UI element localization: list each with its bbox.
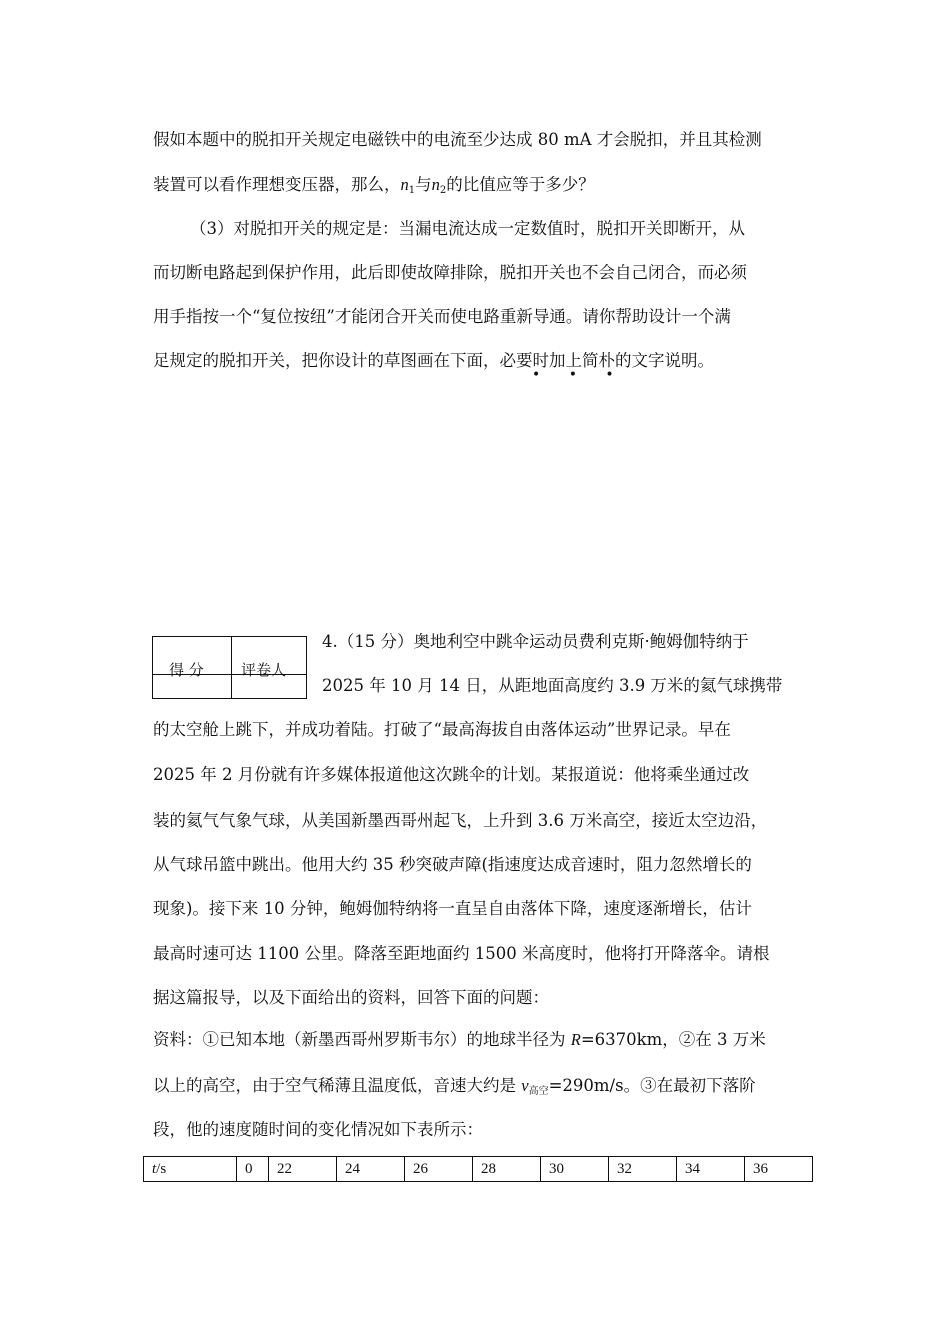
text-line: 用手指按一个“复位按纽”才能闭合开关而使电路重新导通。请你帮助设计一个满: [153, 307, 731, 326]
n1-subscript: 1: [408, 185, 416, 196]
n2-subscript: 2: [439, 185, 447, 196]
question-4-line: 装的氦气气象气球，从美国新墨西哥州起飞，上升到 3.6 万米高空，接近太空边沿，: [153, 811, 768, 830]
text-fragment: =6370km，②在 3 万米: [580, 1030, 766, 1049]
emphasis-dots: • • •: [532, 367, 626, 383]
time-unit: /s: [156, 1160, 167, 1177]
table-cell: 30: [541, 1157, 609, 1182]
text-fragment: =290m/s。③在最初下落阶: [548, 1076, 756, 1095]
material-line: [153, 1030, 766, 1050]
text-fragment: 装置可以看作理想变压器，那么，: [153, 175, 401, 194]
text-line: （3）对脱扣开关的规定是：当漏电流达成一定数值时，脱扣开关即断开，从: [190, 219, 745, 238]
table-cell: 24: [337, 1157, 405, 1182]
text-fragment: 资料：①已知本地（新墨西哥州罗斯韦尔）的地球半径为: [153, 1030, 571, 1049]
text-fragment: 与: [415, 175, 432, 194]
question-4-line: 最高时速可达 1100 公里。降落至距地面约 1500 米高度时，他将打开降落伞。请根: [153, 944, 770, 963]
question-4-line: 从气球吊篮中跳出。他用大约 35 秒突破声障(指速度达成音速时，阻力忽然增长的: [153, 855, 752, 874]
table-header-cell: [144, 1157, 237, 1182]
time-symbol: t: [152, 1160, 157, 1177]
material-line: 段，他的速度随时间的变化情况如下表所示：: [153, 1120, 483, 1139]
question-4-line: 现象)。接下来 10 分钟，鲍姆伽特纳将一直呈自由落体下降，速度逐渐增长，估计: [153, 899, 752, 918]
text-line: 而切断电路起到保护作用，此后即使故障排除，脱扣开关也不会自己闭合，而必须: [153, 263, 747, 282]
question-4-line: 的太空舱上跳下，并成功着陆。打破了“最高海拔自由落体运动”世界记录。早在: [153, 720, 731, 739]
text-line: 假如本题中的脱扣开关规定电磁铁中的电流至少达成 80 mA 才会脱扣，并且其检测: [153, 130, 762, 149]
question-4-line: 2025 年 10 月 14 日，从距地面高度约 3.9 万米的氦气球携带: [322, 676, 783, 695]
score-label: 得 分: [169, 661, 204, 679]
text-fragment: 的比值应等于多少？: [446, 175, 595, 194]
velocity-symbol: v: [521, 1076, 529, 1095]
n2-symbol: n: [431, 175, 440, 194]
text-line: [153, 175, 595, 201]
table-cell: 28: [473, 1157, 541, 1182]
table-cell: 34: [677, 1157, 745, 1182]
n1-symbol: n: [400, 175, 409, 194]
question-4-line: 4.（15 分）奥地利空中跳伞运动员费利克斯·鲍姆伽特纳于: [322, 632, 749, 651]
table-cell: 0: [237, 1157, 269, 1182]
score-box: [152, 636, 307, 699]
material-line: [153, 1076, 756, 1102]
velocity-table: [143, 1156, 813, 1182]
grader-label: 评卷人: [241, 661, 287, 679]
question-4-line: 2025 年 2 月份就有许多媒体报道他这次跳伞的计划。某报道说：他将乘坐通过改: [153, 765, 750, 784]
text-line: 足规定的脱扣开关，把你设计的草图画在下面，必要时加上简朴的文字说明。: [153, 351, 714, 370]
velocity-subscript: 高空: [528, 1086, 549, 1097]
table-cell: 22: [269, 1157, 337, 1182]
table-row: [144, 1157, 813, 1182]
table-cell: 32: [609, 1157, 677, 1182]
table-cell: 26: [405, 1157, 473, 1182]
table-cell: 36: [745, 1157, 813, 1182]
question-4-line: 据这篇报导，以及下面给出的资料，回答下面的问题：: [153, 988, 549, 1007]
radius-symbol: R: [570, 1030, 581, 1049]
text-fragment: 以上的高空，由于空气稀薄且温度低，音速大约是: [153, 1076, 522, 1095]
